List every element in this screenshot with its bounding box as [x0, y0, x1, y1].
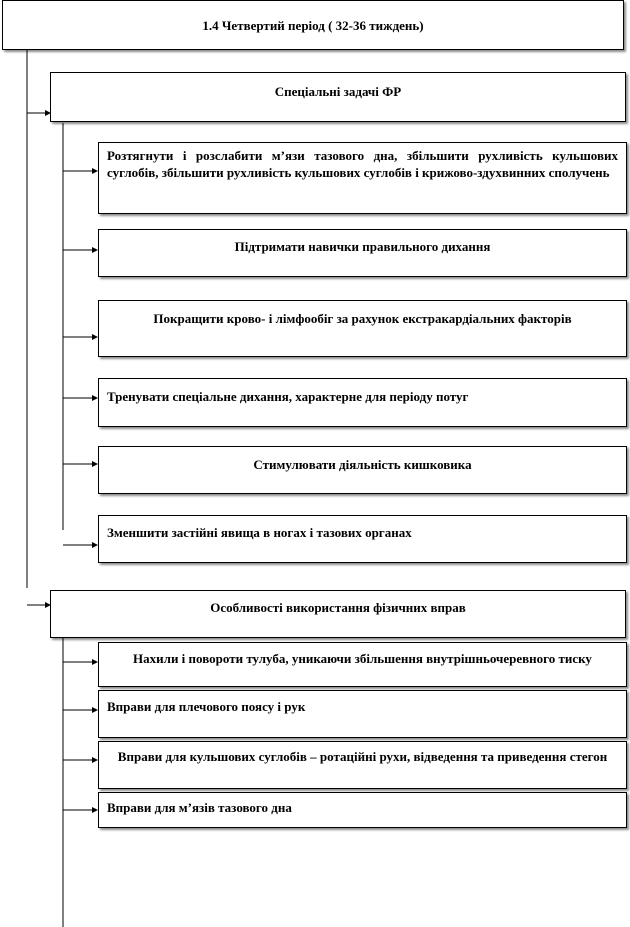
task-text: Розтягнути і розслабити м’язи тазового дна, збільшити рухливість кульшових суглобів, збільшити рухливість кульшових суглобів і крижово-здухвинних сполучень [107, 148, 618, 180]
task-box-4 [98, 378, 627, 427]
period-title-box [2, 0, 624, 50]
section2-title-box [50, 590, 626, 638]
task-text: Підтримати навички правильного дихання [234, 239, 491, 254]
exercise-box-2 [98, 690, 627, 738]
period-title: 1.4 Четвертий період ( 32-36 тиждень) [202, 17, 424, 33]
exercise-box-4 [98, 792, 627, 828]
exercise-text: Вправи для плечового поясу і рук [107, 699, 306, 714]
task-box-3 [98, 300, 627, 357]
task-text: Зменшити застійні явища в ногах і тазових органах [107, 525, 412, 540]
exercise-box-3 [98, 741, 627, 789]
task-text: Тренувати спеціальне дихання, характерне для періоду потуг [107, 389, 469, 404]
task-box-2 [98, 229, 627, 277]
task-box-5 [98, 446, 627, 494]
exercise-box-1 [98, 642, 627, 687]
task-box-1 [98, 142, 627, 214]
section2-title: Особливості використання фізичних вправ [210, 600, 466, 615]
exercise-text: Вправи для кульшових суглобів – ротаційні рухи, відведення та приведення стегон [117, 749, 608, 764]
section1-title: Спеціальні задачі ФР [274, 84, 402, 99]
section1-title-box [50, 72, 626, 122]
task-text: Покращити крово- і лімфообіг за рахунок екстракардіальних факторів [153, 311, 572, 326]
exercise-text: Вправи для м’язів тазового дна [107, 800, 292, 815]
task-box-6 [98, 515, 627, 563]
exercise-text: Нахили і повороти тулуба, уникаючи збільшення внутрішньочеревного тиску [133, 651, 592, 666]
task-text: Стимулювати діяльність кишковика [253, 457, 472, 472]
